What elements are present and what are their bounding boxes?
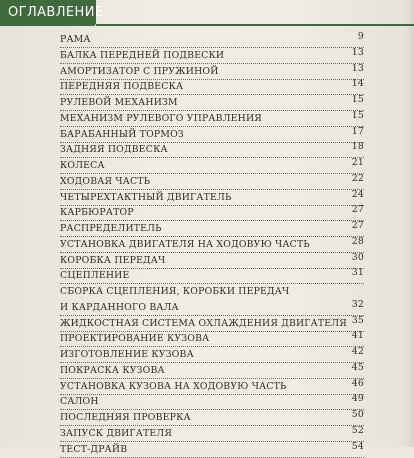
toc-entry[interactable] (44, 364, 364, 380)
toc-entry[interactable] (44, 222, 364, 238)
dot-leader (60, 93, 364, 95)
toc-entry[interactable] (44, 238, 364, 254)
dot-leader (60, 141, 364, 143)
toc-entry-page-number: 32 (352, 298, 364, 311)
toc-entry-page-number: 24 (352, 188, 364, 201)
toc-entry-title: СЦЕПЛЕНИЕ (60, 269, 129, 282)
toc-entry-title: РАМА (60, 33, 91, 46)
toc-entry-page-number: 42 (352, 345, 364, 358)
toc-entry-title: КАРБЮРАТОР (60, 206, 134, 219)
dot-leader (60, 109, 364, 111)
toc-entry-title: ЖИДКОСТНАЯ СИСТЕМА ОХЛАЖДЕНИЯ ДВИГАТЕЛЯ (60, 317, 347, 330)
dot-leader (60, 314, 364, 316)
dot-leader (60, 456, 364, 458)
toc-entry-page-number: 13 (352, 46, 364, 59)
toc-entry-page-number: 54 (352, 440, 364, 453)
toc-entry-title: СБОРКА СЦЕПЛЕНИЯ, КОРОБКИ ПЕРЕДАЧ (60, 285, 289, 298)
toc-entry[interactable] (44, 348, 364, 364)
dot-leader (60, 377, 364, 379)
toc-entry[interactable] (44, 96, 364, 112)
dot-leader (60, 78, 364, 80)
toc-entry[interactable] (44, 427, 364, 443)
toc-entry-page-number: 27 (352, 219, 364, 232)
dot-leader (60, 408, 364, 410)
dot-leader (60, 330, 364, 332)
dot-leader (60, 156, 364, 158)
toc-entry[interactable] (44, 269, 364, 285)
toc-entry-page-number: 9 (358, 30, 364, 43)
toc-entry-title: УСТАНОВКА ДВИГАТЕЛЯ НА ХОДОВУЮ ЧАСТЬ (60, 238, 310, 251)
toc-entry[interactable] (44, 80, 364, 96)
toc-entry[interactable] (44, 191, 364, 207)
toc-entry-title: РАСПРЕДЕЛИТЕЛЬ (60, 222, 162, 235)
header-band (0, 0, 96, 26)
toc-entry-title: БАЛКА ПЕРЕДНЕЙ ПОДВЕСКИ (60, 49, 224, 62)
dot-leader (60, 345, 364, 347)
dot-leader (60, 235, 364, 237)
dot-leader (60, 267, 364, 269)
toc-entry[interactable] (44, 128, 364, 144)
toc-entry[interactable] (44, 301, 364, 317)
page-edge-shadow (404, 0, 414, 447)
toc-entry-title: ПОКРАСКА КУЗОВА (60, 364, 165, 377)
toc-entry-page-number: 45 (352, 361, 364, 374)
toc-entry[interactable] (44, 143, 364, 159)
toc-entry-title: ЗАПУСК ДВИГАТЕЛЯ (60, 427, 172, 440)
toc-entry-title: ЗАДНЯЯ ПОДВЕСКА (60, 143, 168, 156)
dot-leader (60, 251, 364, 253)
toc-entry-page-number: 13 (352, 62, 364, 75)
dot-leader (60, 282, 364, 284)
toc-entry[interactable] (44, 159, 364, 175)
toc-entry-title: ИЗГОТОВЛЕНИЕ КУЗОВА (60, 348, 194, 361)
toc-entry[interactable] (44, 49, 364, 65)
toc-entry-page-number: 35 (352, 314, 364, 327)
toc-entry-page-number: 28 (352, 235, 364, 248)
toc-entry-title: И КАРДАННОГО ВАЛА (60, 301, 179, 314)
toc-entry-title: МЕХАНИЗМ РУЛЕВОГО УПРАВЛЕНИЯ (60, 112, 262, 125)
toc-entry-page-number: 46 (352, 377, 364, 390)
toc-entry[interactable] (44, 317, 364, 333)
toc-entry-title: ХОДОВАЯ ЧАСТЬ (60, 175, 150, 188)
dot-leader (60, 172, 364, 174)
toc-entry-page-number: 18 (352, 140, 364, 153)
dot-leader (60, 188, 364, 190)
toc-entry-title: КОЛЕСА (60, 159, 105, 172)
toc-entry[interactable] (44, 332, 364, 348)
dot-leader (60, 204, 364, 206)
toc-entry-title: ПРОЕКТИРОВАНИЕ КУЗОВА (60, 332, 209, 345)
toc-entry-page-number: 50 (352, 408, 364, 421)
toc-entry-page-number: 31 (352, 266, 364, 279)
toc-entry-title: ЧЕТЫРЕХТАКТНЫЙ ДВИГАТЕЛЬ (60, 191, 231, 204)
toc-entry-title: ТЕСТ-ДРАЙВ (60, 443, 127, 456)
toc-entry[interactable] (44, 285, 364, 301)
toc-entry[interactable] (44, 254, 364, 270)
page-title: ОГЛАВЛЕНИЕ (8, 4, 103, 22)
toc-entry-title: САЛОН (60, 395, 99, 408)
dot-leader (60, 440, 364, 442)
dot-leader (60, 361, 364, 363)
toc-entry[interactable] (44, 33, 364, 49)
toc-entry-page-number: 15 (352, 93, 364, 106)
toc-entry-title: РУЛЕВОЙ МЕХАНИЗМ (60, 96, 178, 109)
toc-entry[interactable] (44, 411, 364, 427)
toc-entry[interactable] (44, 206, 364, 222)
toc-entry[interactable] (44, 395, 364, 411)
toc-entry-title: УСТАНОВКА КУЗОВА НА ХОДОВУЮ ЧАСТЬ (60, 380, 287, 393)
toc-entry-page-number: 21 (352, 156, 364, 169)
toc-entry-title: АМОРТИЗАТОР С ПРУЖИНОЙ (60, 65, 219, 78)
dot-leader (60, 46, 364, 48)
toc-entry-title: ПЕРЕДНЯЯ ПОДВЕСКА (60, 80, 183, 93)
toc-entry[interactable] (44, 443, 364, 458)
dot-leader (60, 62, 364, 64)
toc-entry-page-number: 14 (352, 77, 364, 90)
dot-leader (60, 393, 364, 395)
toc-entry[interactable] (44, 65, 364, 81)
toc-entry-page-number: 30 (352, 251, 364, 264)
toc-entry[interactable] (44, 175, 364, 191)
toc-entry-page-number: 15 (352, 109, 364, 122)
toc-entry-page-number: 41 (352, 329, 364, 342)
toc-entry[interactable] (44, 380, 364, 396)
toc-entry-page-number: 17 (352, 125, 364, 138)
toc-entry-page-number: 49 (352, 392, 364, 405)
header-divider (96, 24, 414, 26)
toc-entry-title: БАРАБАННЫЙ ТОРМОЗ (60, 128, 184, 141)
toc-entry[interactable] (44, 112, 364, 128)
toc-entry-page-number: 22 (352, 172, 364, 185)
dot-leader (60, 219, 364, 221)
toc-entry-title: КОРОБКА ПЕРЕДАЧ (60, 254, 165, 267)
toc-entry-page-number: 52 (352, 424, 364, 437)
toc-entry-page-number: 27 (352, 203, 364, 216)
table-of-contents (44, 33, 364, 458)
dot-leader (60, 125, 364, 127)
toc-entry-title: ПОСЛЕДНЯЯ ПРОВЕРКА (60, 411, 191, 424)
dot-leader (60, 424, 364, 426)
